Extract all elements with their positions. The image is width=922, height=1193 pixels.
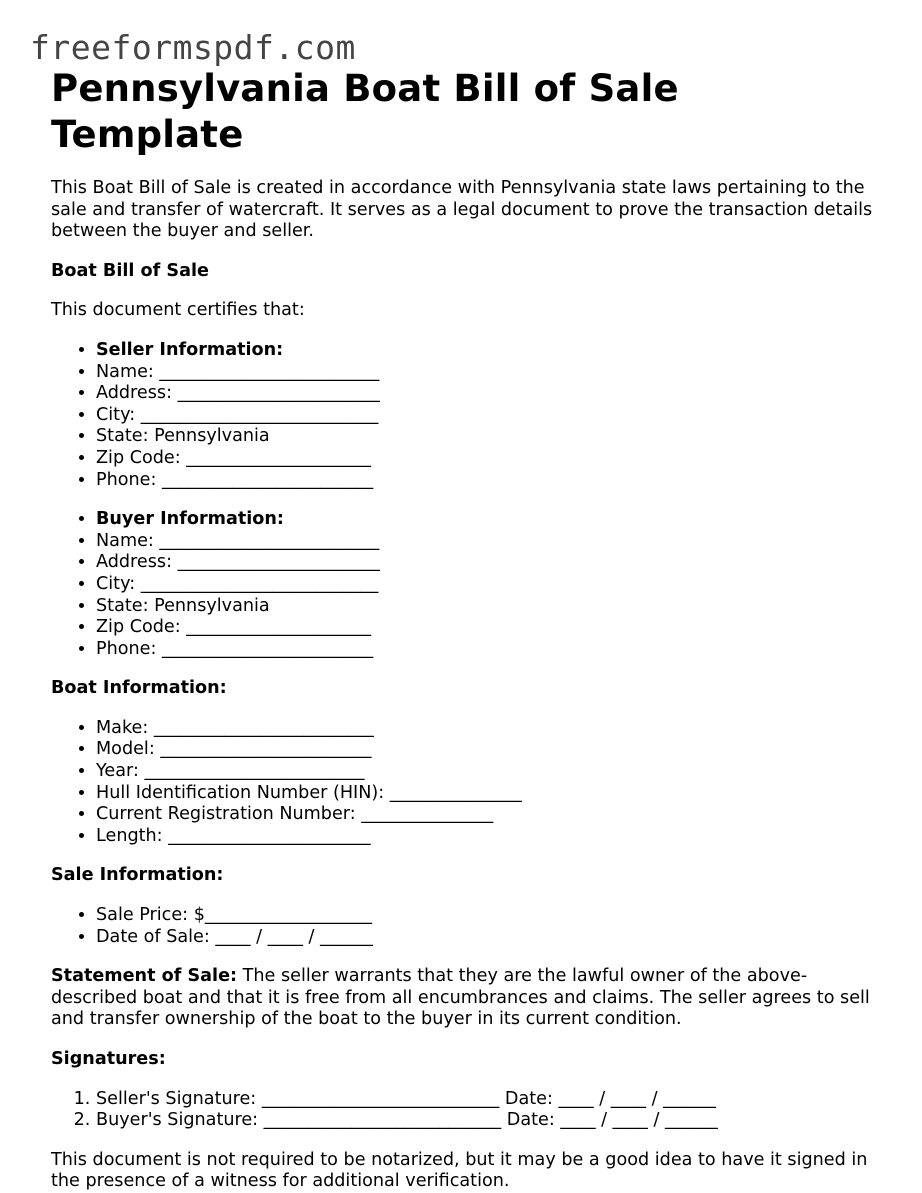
seller-state-field: • State: Pennsylvania <box>96 426 881 448</box>
statement-text: The seller warrants that they are the lawful owner of the above-described boat and that it is free from all encumbrances and claims. The seller agrees to sell and transfer ownership of the boat to the buyer in its current condition. <box>51 966 870 1030</box>
boat-make-field: • Make: _________________________ <box>96 718 881 740</box>
seller-heading: • Seller Information: <box>96 340 881 362</box>
seller-name-field: • Name: _________________________ <box>96 362 881 384</box>
boat-hin-field: • Hull Identification Number (HIN): _______________ <box>96 783 881 805</box>
boat-length-field: • Length: _______________________ <box>96 826 881 848</box>
watermark: freeformspdf.com <box>30 28 356 67</box>
buyer-info-list <box>51 509 881 660</box>
footer-note: This document is not required to be notarized, but it may be a good idea to have it signed in the presence of a witness for additional verification. <box>51 1149 868 1192</box>
signatures-list <box>51 1089 881 1132</box>
sale-info-list <box>51 905 881 948</box>
section-title: Boat Bill of Sale <box>51 260 209 281</box>
boat-heading: Boat Information: <box>51 678 227 699</box>
seller-zip-field: • Zip Code: _____________________ <box>96 448 881 470</box>
boat-year-field: • Year: _________________________ <box>96 761 881 783</box>
intro-paragraph: This Boat Bill of Sale is created in accordance with Pennsylvania state laws pertaining to the sale and transfer of watercraft. It serves as a legal document to prove the transaction details between the buyer and seller. <box>51 178 873 242</box>
statement-paragraph <box>51 966 881 1031</box>
page-title: Pennsylvania Boat Bill of Sale Template <box>51 67 679 156</box>
seller-signature-line: 1. Seller's Signature: ___________________________ Date: ____ / ____ / ______ <box>96 1089 881 1111</box>
document-page <box>51 66 881 1193</box>
statement-label: Statement of Sale: <box>51 966 238 987</box>
buyer-signature-line: 2. Buyer's Signature: ___________________________ Date: ____ / ____ / ______ <box>96 1110 881 1132</box>
signatures-heading: Signatures: <box>51 1049 166 1069</box>
buyer-phone-field: • Phone: ________________________ <box>96 639 881 661</box>
sale-price-field: • Sale Price: $___________________ <box>96 905 881 927</box>
seller-address-field: • Address: _______________________ <box>96 383 881 405</box>
boat-registration-field: • Current Registration Number: _______________ <box>96 804 881 826</box>
buyer-city-field: • City: ___________________________ <box>96 574 881 596</box>
boat-info-list <box>51 718 881 848</box>
sale-heading: Sale Information: <box>51 865 224 886</box>
certifies-line: This document certifies that: <box>51 300 305 321</box>
seller-phone-field: • Phone: ________________________ <box>96 470 881 492</box>
buyer-state-field: • State: Pennsylvania <box>96 596 881 618</box>
sale-date-field: • Date of Sale: ____ / ____ / ______ <box>96 927 881 949</box>
buyer-address-field: • Address: _______________________ <box>96 552 881 574</box>
buyer-name-field: • Name: _________________________ <box>96 531 881 553</box>
buyer-zip-field: • Zip Code: _____________________ <box>96 617 881 639</box>
buyer-heading: • Buyer Information: <box>96 509 881 531</box>
boat-model-field: • Model: ________________________ <box>96 739 881 761</box>
seller-info-list <box>51 340 881 491</box>
seller-city-field: • City: ___________________________ <box>96 405 881 427</box>
